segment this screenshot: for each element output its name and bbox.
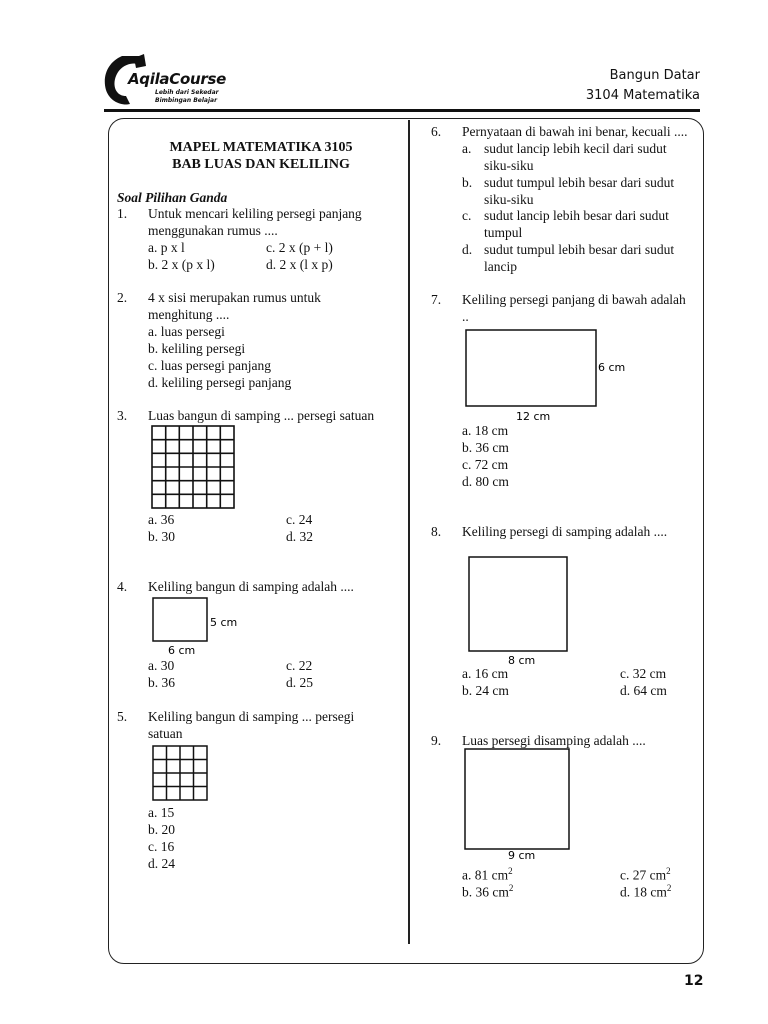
question-text: menghitung .... bbox=[148, 307, 230, 322]
question-text: Luas bangun di samping ... persegi satuan bbox=[148, 408, 375, 423]
option-c: sudut lancip lebih besar dari sudut bbox=[484, 208, 669, 223]
option-a: a. p x l bbox=[148, 240, 185, 255]
option-d: lancip bbox=[484, 259, 517, 274]
question-number: 9. bbox=[431, 733, 442, 748]
header-subject-code: 3104 Matematika bbox=[585, 88, 700, 103]
option-b: b. 24 cm bbox=[462, 683, 509, 698]
option-a: a. 30 bbox=[148, 658, 175, 673]
question-number: 7. bbox=[431, 292, 442, 307]
question-text: Pernyataan di bawah ini benar, kecuali .... bbox=[462, 124, 688, 139]
option-d: d. 2 x (l x p) bbox=[266, 257, 333, 272]
option-d: d. 80 cm bbox=[462, 474, 509, 489]
question-text: satuan bbox=[148, 726, 183, 741]
side-length-label: 5 cm bbox=[210, 616, 238, 629]
rectangle-figure bbox=[460, 326, 630, 424]
option-a: a. 18 cm bbox=[462, 423, 509, 438]
question-number: 3. bbox=[117, 408, 128, 423]
option-a: a. 15 bbox=[148, 805, 175, 820]
option-c: c. 16 bbox=[148, 839, 175, 854]
question-number: 1. bbox=[117, 206, 128, 221]
question-text: Keliling bangun di samping ... persegi bbox=[148, 709, 355, 724]
option-d: d. 25 bbox=[286, 675, 313, 690]
option-c: c. luas persegi panjang bbox=[148, 358, 271, 373]
option-d: d. keliling persegi panjang bbox=[148, 375, 292, 390]
option-b: b. 2 x (p x l) bbox=[148, 257, 215, 272]
option-d: d. 32 bbox=[286, 529, 313, 544]
bottom-length-label: 6 cm bbox=[168, 644, 196, 656]
option-b-letter: b. bbox=[462, 175, 473, 190]
option-b: b. keliling persegi bbox=[148, 341, 246, 356]
question-number: 2. bbox=[117, 290, 128, 305]
page-number: 12 bbox=[684, 973, 704, 989]
option-a: sudut lancip lebih kecil dari sudut bbox=[484, 141, 667, 156]
option-c: c. 72 cm bbox=[462, 457, 509, 472]
header-rule bbox=[104, 109, 700, 112]
option-c: tumpul bbox=[484, 225, 523, 240]
square-figure bbox=[466, 554, 572, 666]
bottom-length-label: 9 cm bbox=[508, 849, 536, 862]
grid-figure-4x4 bbox=[151, 744, 209, 802]
option-c: c. 24 bbox=[286, 512, 313, 527]
option-c: c. 22 bbox=[286, 658, 313, 673]
option-a: a. 36 bbox=[148, 512, 175, 527]
grid-figure-6x6 bbox=[150, 424, 236, 510]
rectangle-figure bbox=[150, 596, 250, 656]
option-d: d. 24 bbox=[148, 856, 175, 871]
option-a: siku-siku bbox=[484, 158, 534, 173]
question-text: Luas persegi disamping adalah .... bbox=[462, 733, 646, 748]
section-heading: Soal Pilihan Ganda bbox=[117, 190, 228, 205]
document-subtitle: BAB LUAS DAN KELILING bbox=[172, 157, 350, 172]
logo-name: AqilaCourse bbox=[128, 70, 226, 88]
option-c: c. 2 x (p + l) bbox=[266, 240, 333, 255]
logo-tagline: Bimbingan Belajar bbox=[155, 97, 218, 104]
option-b: b. 30 bbox=[148, 529, 175, 544]
question-number: 4. bbox=[117, 579, 128, 594]
side-length-label: 6 cm bbox=[598, 361, 626, 374]
option-b: b. 20 bbox=[148, 822, 175, 837]
question-number: 5. bbox=[117, 709, 128, 724]
option-d: d. 18 $cm^2$ bbox=[620, 883, 672, 900]
question-text: Keliling persegi panjang di bawah adalah bbox=[462, 292, 686, 307]
square-figure bbox=[462, 746, 574, 862]
option-a-letter: a. bbox=[462, 141, 472, 156]
option-c-letter: c. bbox=[462, 208, 472, 223]
option-b: sudut tumpul lebih besar dari sudut bbox=[484, 175, 675, 190]
question-text: 4 x sisi merupakan rumus untuk bbox=[148, 290, 321, 305]
option-d: sudut tumpul lebih besar dari sudut bbox=[484, 242, 675, 257]
question-text: menggunakan rumus .... bbox=[148, 223, 278, 238]
option-b: b. 36 cm bbox=[462, 440, 509, 455]
question-text: Untuk mencari keliling persegi panjang bbox=[148, 206, 362, 221]
logo-tagline: Lebih dari Sekedar bbox=[155, 89, 219, 96]
header-topic: Bangun Datar bbox=[609, 68, 700, 83]
option-c: c. 32 cm bbox=[620, 666, 667, 681]
question-text: Keliling persegi di samping adalah .... bbox=[462, 524, 668, 539]
option-a: a. 16 cm bbox=[462, 666, 509, 681]
question-text: .. bbox=[462, 309, 469, 324]
document-title: MAPEL MATEMATIKA 3105 bbox=[169, 140, 353, 155]
question-number: 8. bbox=[431, 524, 442, 539]
option-a: a. luas persegi bbox=[148, 324, 225, 339]
option-b: siku-siku bbox=[484, 192, 534, 207]
option-d: d. 64 cm bbox=[620, 683, 667, 698]
bottom-length-label: 8 cm bbox=[508, 654, 536, 666]
option-d-letter: d. bbox=[462, 242, 473, 257]
bottom-length-label: 12 cm bbox=[516, 410, 551, 423]
option-c: c. 27 $cm^2$ bbox=[620, 866, 671, 883]
column-divider bbox=[408, 120, 410, 944]
option-b: b. 36 $cm^2$ bbox=[462, 883, 514, 900]
option-b: b. 36 bbox=[148, 675, 175, 690]
question-number: 6. bbox=[431, 124, 442, 139]
option-a: a. 81 $cm^2$ bbox=[462, 866, 513, 883]
question-text: Keliling bangun di samping adalah .... bbox=[148, 579, 354, 594]
